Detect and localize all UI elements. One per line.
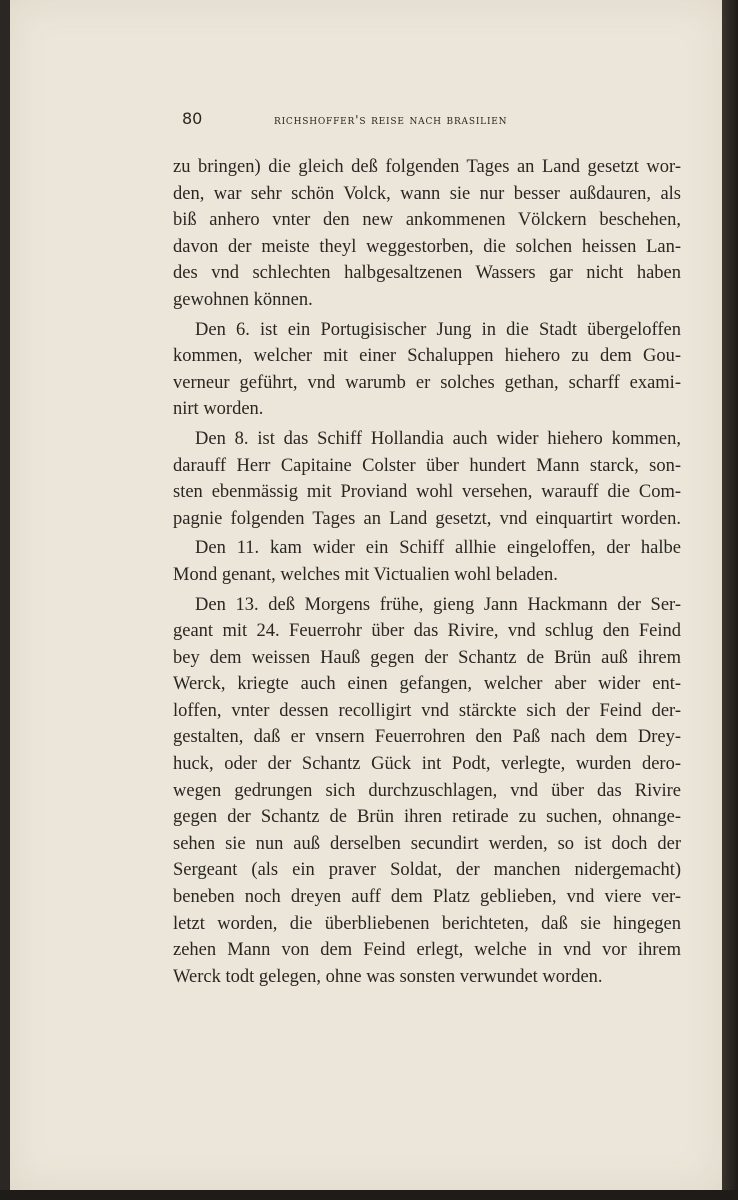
text-line: Den 8. ist das Schiff Hollandia auch wider hiehero kommen, — [195, 428, 681, 449]
text-line: letzt worden, die überbliebenen berichteten, daß sie hingegen — [173, 913, 681, 934]
page-number: 80 — [182, 109, 203, 128]
text-line: darauff Herr Capitaine Colster über hundert Mann starck, son- — [173, 455, 681, 476]
text-line: Den 6. ist ein Portugisischer Jung in die Stadt übergeloffen — [195, 319, 681, 340]
text-line: geant mit 24. Feuerrohr über das Rivire, vnd schlug den Feind — [173, 621, 681, 642]
text-line: pagnie folgenden Tages an Land gesetzt, vnd einquartirt worden. — [173, 508, 681, 529]
text-line: kommen, welcher mit einer Schaluppen hiehero zu dem Gou- — [173, 346, 681, 367]
text-line: davon der meiste theyl weggestorben, die solchen heissen Lan- — [173, 236, 681, 257]
text-line: gewohnen können. — [173, 289, 313, 310]
text-line: den, war sehr schön Volck, wann sie nur besser außdauren, als — [173, 183, 681, 204]
text-line: des vnd schlechten halbgesaltzenen Wassers gar nicht haben — [173, 263, 681, 284]
text-line: gestalten, daß er vnsern Feuerrohren den Paß nach dem Drey- — [173, 727, 681, 748]
running-head: richshoffer's reise nach brasilien — [274, 112, 508, 127]
text-line: nirt worden. — [173, 399, 264, 420]
book-edge-right — [722, 0, 738, 1200]
text-line: sten ebenmässig mit Proviand wohl versehen, warauff die Com- — [173, 482, 681, 503]
body-text — [173, 154, 681, 990]
text-line: biß anhero vnter den new ankommenen Völckern beschehen, — [173, 210, 681, 231]
text-line: gegen der Schantz de Brün ihren retirade zu suchen, ohnange- — [173, 807, 681, 828]
text-line: wegen gedrungen sich durchzuschlagen, vnd über das Rivire — [173, 780, 681, 801]
text-line: zehen Mann von dem Feind erlegt, welche in vnd vor ihrem — [173, 940, 681, 961]
text-line: Den 11. kam wider ein Schiff allhie eingeloffen, der halbe — [195, 538, 681, 559]
text-line: beneben noch dreyen auff dem Platz geblieben, vnd viere ver- — [173, 887, 681, 908]
text-line: zu bringen) die gleich deß folgenden Tages an Land gesetzt wor- — [173, 157, 681, 177]
book-edge-bottom — [0, 1190, 738, 1200]
text-line: Den 13. deß Morgens frühe, gieng Jann Hackmann der Ser- — [195, 594, 681, 615]
text-line: sehen sie nun auß derselben secundirt werden, so ist doch der — [173, 833, 681, 854]
page-header — [182, 109, 594, 133]
text-line: Werck, kriegte auch einen gefangen, welcher aber wider ent- — [173, 674, 681, 695]
text-line: bey dem weissen Hauß gegen der Schantz de Brün auß ihrem — [173, 647, 681, 668]
text-line: Mond genant, welches mit Victualien wohl beladen. — [173, 564, 558, 585]
text-line: Sergeant (als ein praver Soldat, der manchen nidergemacht) — [173, 860, 681, 881]
text-line: Werck todt gelegen, ohne was sonsten verwundet worden. — [173, 966, 603, 987]
text-line: verneur geführt, vnd warumb er solches gethan, scharff exami- — [173, 372, 681, 393]
text-line: huck, oder der Schantz Gück int Podt, verlegte, wurden dero- — [173, 754, 681, 775]
text-line: loffen, vnter dessen recolligirt vnd stärckte sich der Feind der- — [173, 700, 681, 721]
